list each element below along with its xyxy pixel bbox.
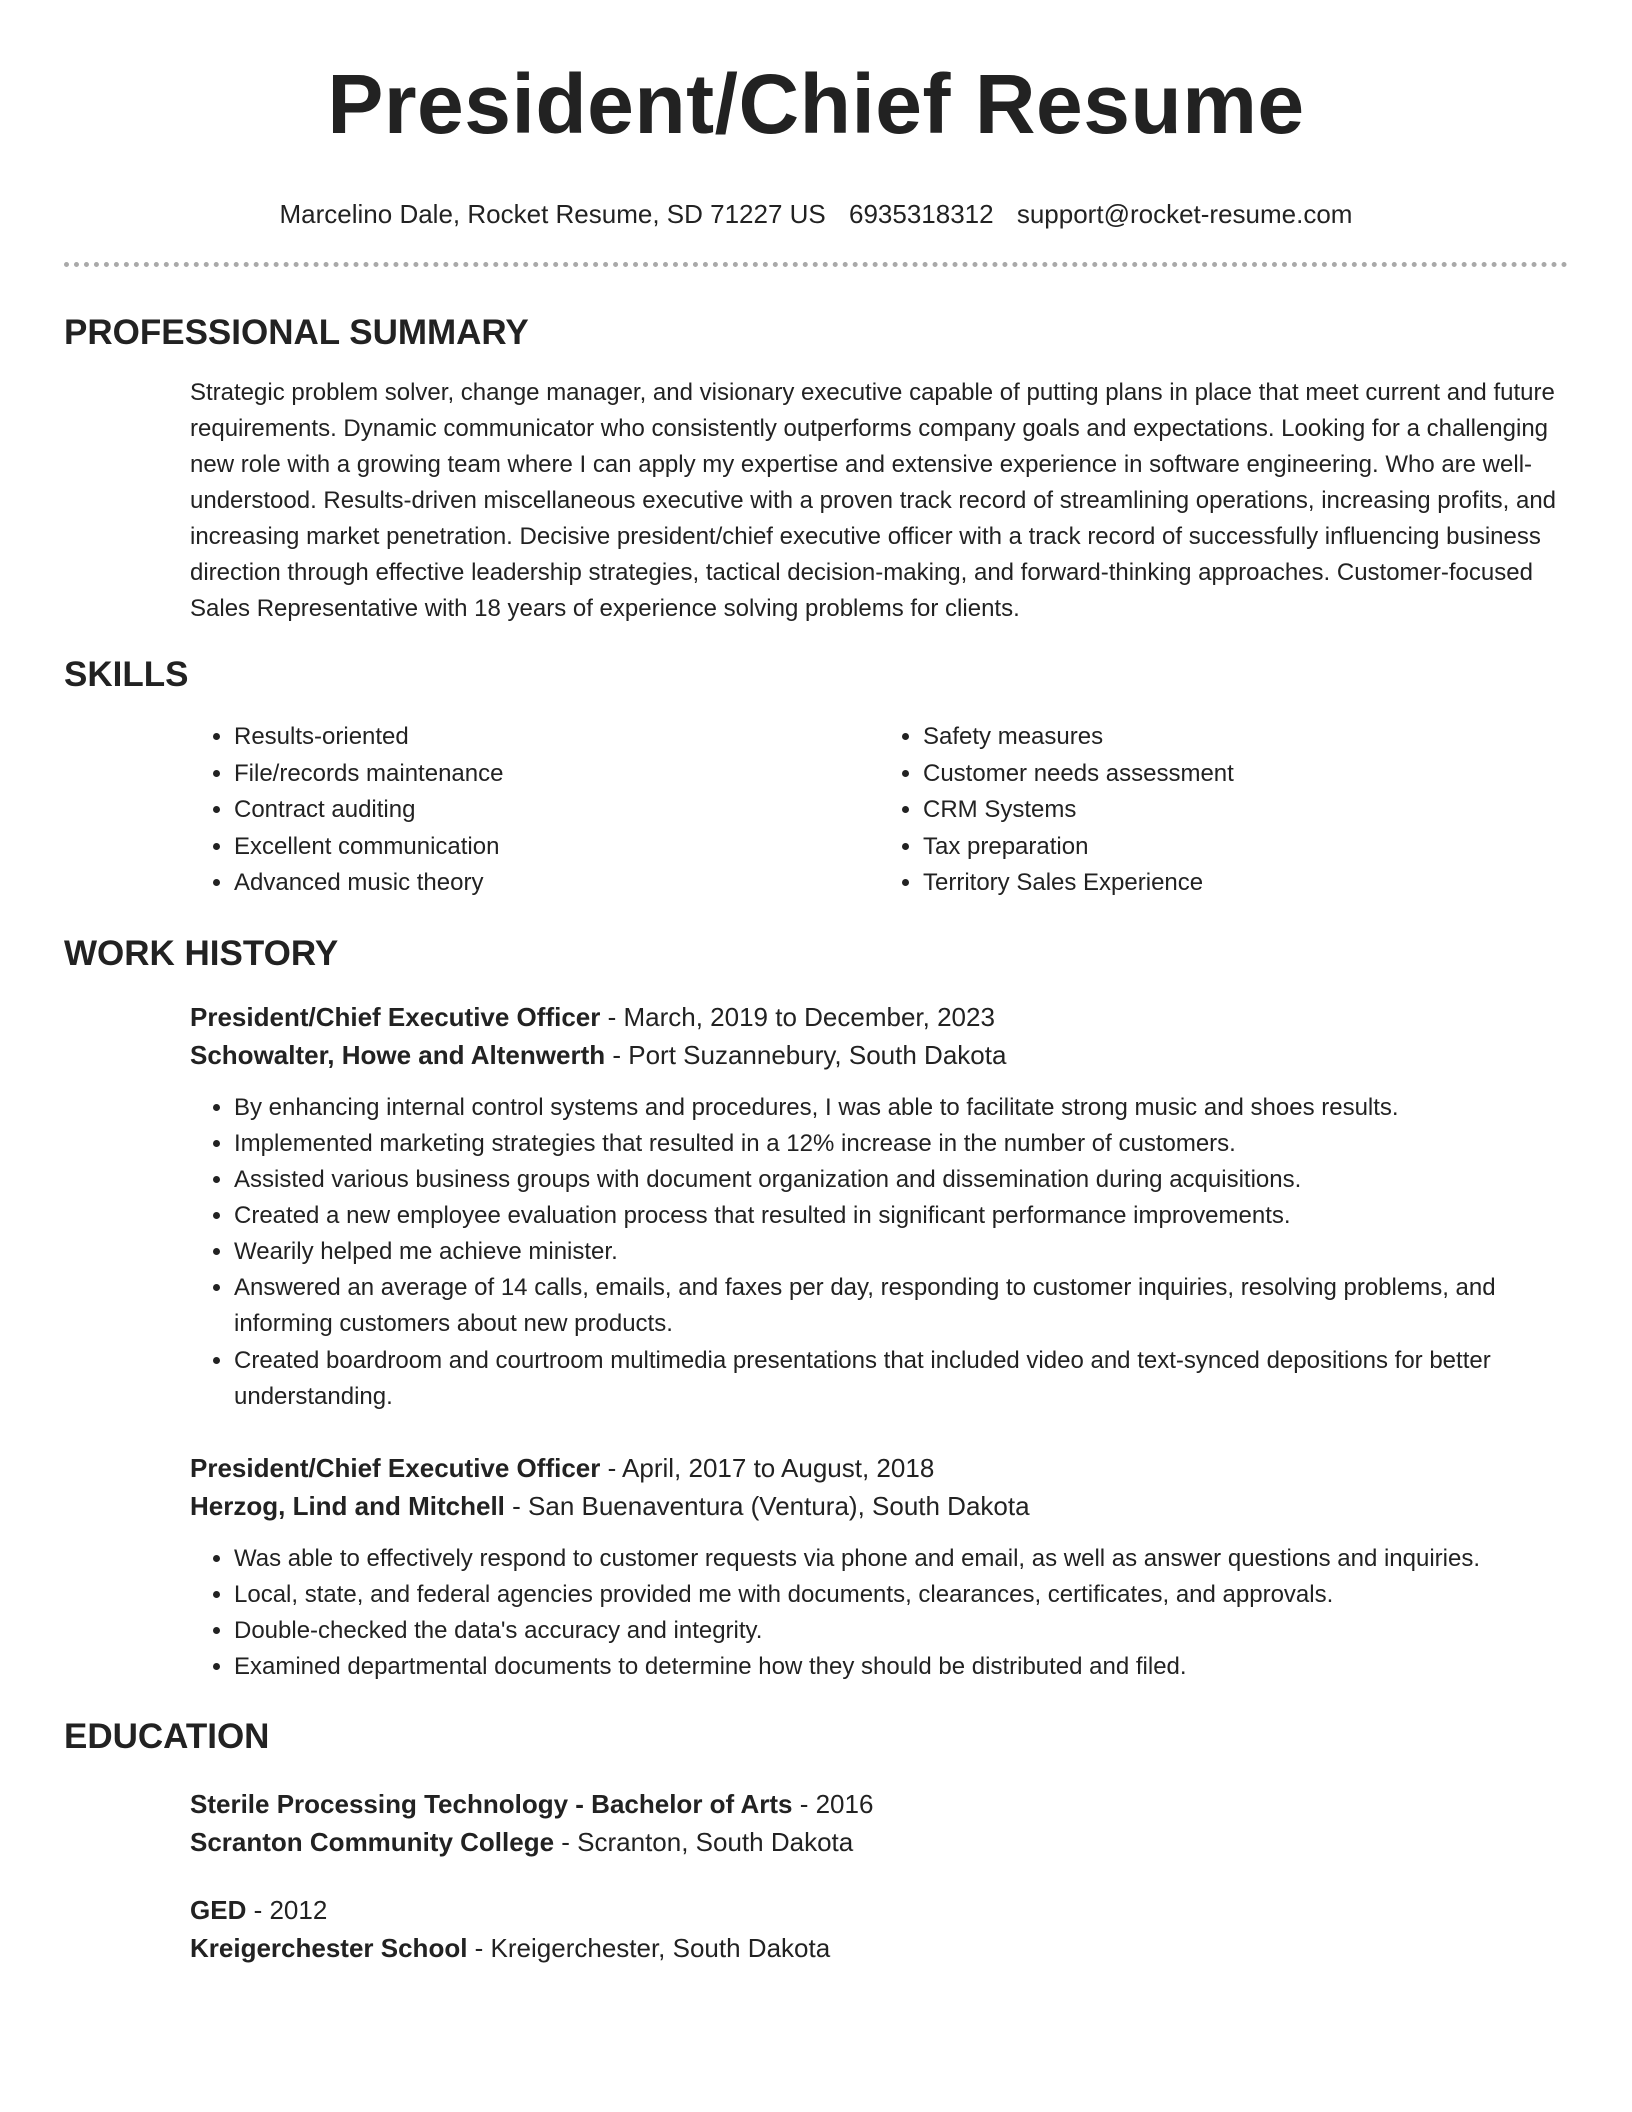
education-degree-line bbox=[190, 1891, 1568, 1929]
education-year: - 2016 bbox=[792, 1788, 874, 1819]
job-company-line bbox=[190, 1487, 1568, 1525]
job-bullet: • By enhancing internal control systems and procedures, I was able to facilitate strong music and shoes results. bbox=[234, 1090, 1568, 1126]
skills-section bbox=[64, 653, 1568, 902]
job-location: - San Buenaventura (Ventura), South Dakota bbox=[504, 1490, 1030, 1521]
skill-item: • Customer needs assessment bbox=[923, 756, 1568, 793]
education-section bbox=[64, 1715, 1568, 1967]
skill-item: • Safety measures bbox=[923, 719, 1568, 756]
skills-grid bbox=[190, 719, 1568, 902]
skill-item: • Territory Sales Experience bbox=[923, 865, 1568, 902]
education-school: Scranton Community College bbox=[190, 1826, 555, 1857]
skill-item: • Results-oriented bbox=[234, 719, 879, 756]
header-divider bbox=[64, 262, 1568, 267]
job-title-line bbox=[190, 998, 1568, 1036]
skill-item: • CRM Systems bbox=[923, 792, 1568, 829]
skill-item: • Contract auditing bbox=[234, 792, 879, 829]
job-bullet: • Was able to effectively respond to customer requests via phone and email, as well as answer questions and inquiries. bbox=[234, 1541, 1568, 1577]
job-bullet: • Implemented marketing strategies that resulted in a 12% increase in the number of customers. bbox=[234, 1126, 1568, 1162]
skills-heading: SKILLS bbox=[64, 655, 189, 694]
job-bullet: • Created boardroom and courtroom multimedia presentations that included video and text-synced depositions for better understanding. bbox=[234, 1343, 1568, 1415]
job-bullet: • Double-checked the data's accuracy and integrity. bbox=[234, 1613, 1568, 1649]
page-title: President/Chief Resume bbox=[327, 57, 1305, 151]
education-degree: GED bbox=[190, 1894, 247, 1925]
job-company-line bbox=[190, 1036, 1568, 1074]
education-school: Kreigerchester School bbox=[190, 1932, 468, 1963]
education-location: - Scranton, South Dakota bbox=[554, 1826, 854, 1857]
contact-phone: 6935318312 bbox=[849, 199, 994, 229]
job-dates: - April, 2017 to August, 2018 bbox=[600, 1452, 935, 1483]
skill-item: • Tax preparation bbox=[923, 829, 1568, 866]
summary-section bbox=[64, 311, 1568, 627]
job-location: - Port Suzannebury, South Dakota bbox=[605, 1039, 1007, 1070]
education-degree: Sterile Processing Technology - Bachelor of Arts bbox=[190, 1788, 793, 1819]
education-degree-line bbox=[190, 1785, 1568, 1823]
job-company: Herzog, Lind and Mitchell bbox=[190, 1490, 505, 1521]
education-school-line bbox=[190, 1929, 1568, 1967]
education-entry bbox=[190, 1891, 1568, 1967]
skill-item: • File/records maintenance bbox=[234, 756, 879, 793]
job-company: Schowalter, Howe and Altenwerth bbox=[190, 1039, 606, 1070]
job-dates: - March, 2019 to December, 2023 bbox=[600, 1001, 995, 1032]
summary-text: Strategic problem solver, change manager, and visionary executive capable of putting plans in place that meet current and future requirements. Dynamic communicator who consistently outperforms company goals and expectations. Looking for a challenging new role with a growing team where I can apply my expertise and extensive experience in software engineering. Who are well-understood. Results-driven miscellaneous executive with a proven track record of streamlining operations, increasing profits, and increasing market penetration. Decisive president/chief executive officer with a track record of successfully influencing business direction through effective leadership strategies, tactical decision-making, and forward-thinking approaches. Customer-focused Sales Representative with 18 years of experience solving problems for clients. bbox=[190, 379, 1557, 622]
skill-item: • Advanced music theory bbox=[234, 865, 879, 902]
job-title: President/Chief Executive Officer bbox=[190, 1001, 601, 1032]
skill-item: • Excellent communication bbox=[234, 829, 879, 866]
work-heading: WORK HISTORY bbox=[64, 933, 339, 973]
skills-list-right bbox=[879, 719, 1568, 902]
job-title-line bbox=[190, 1449, 1568, 1487]
job-bullet: • Answered an average of 14 calls, emails, and faxes per day, responding to customer inquiries, resolving problems, and informing customers about new products. bbox=[234, 1270, 1568, 1342]
job-bullet: • Local, state, and federal agencies provided me with documents, clearances, certificates, and approvals. bbox=[234, 1577, 1568, 1613]
skills-list-left bbox=[190, 719, 879, 902]
job-entry bbox=[190, 998, 1568, 1415]
job-bullets bbox=[190, 1090, 1568, 1415]
summary-heading: PROFESSIONAL SUMMARY bbox=[64, 313, 529, 352]
job-title: President/Chief Executive Officer bbox=[190, 1452, 601, 1483]
job-entry bbox=[190, 1449, 1568, 1685]
contact-address: Marcelino Dale, Rocket Resume, SD 71227 US bbox=[279, 199, 826, 229]
job-bullet: • Assisted various business groups with document organization and dissemination during acquisitions. bbox=[234, 1162, 1568, 1198]
job-bullets bbox=[190, 1541, 1568, 1685]
education-school-line bbox=[190, 1823, 1568, 1861]
job-bullet: • Examined departmental documents to determine how they should be distributed and filed. bbox=[234, 1649, 1568, 1685]
education-year: - 2012 bbox=[246, 1894, 328, 1925]
education-heading: EDUCATION bbox=[64, 1716, 270, 1756]
contact-email: support@rocket-resume.com bbox=[1016, 199, 1353, 229]
contact-line bbox=[64, 198, 1568, 230]
education-entry bbox=[190, 1785, 1568, 1861]
education-location: - Kreigerchester, South Dakota bbox=[467, 1932, 831, 1963]
job-bullet: • Wearily helped me achieve minister. bbox=[234, 1234, 1568, 1270]
job-bullet: • Created a new employee evaluation process that resulted in significant performance improvements. bbox=[234, 1198, 1568, 1234]
work-section bbox=[64, 932, 1568, 1685]
